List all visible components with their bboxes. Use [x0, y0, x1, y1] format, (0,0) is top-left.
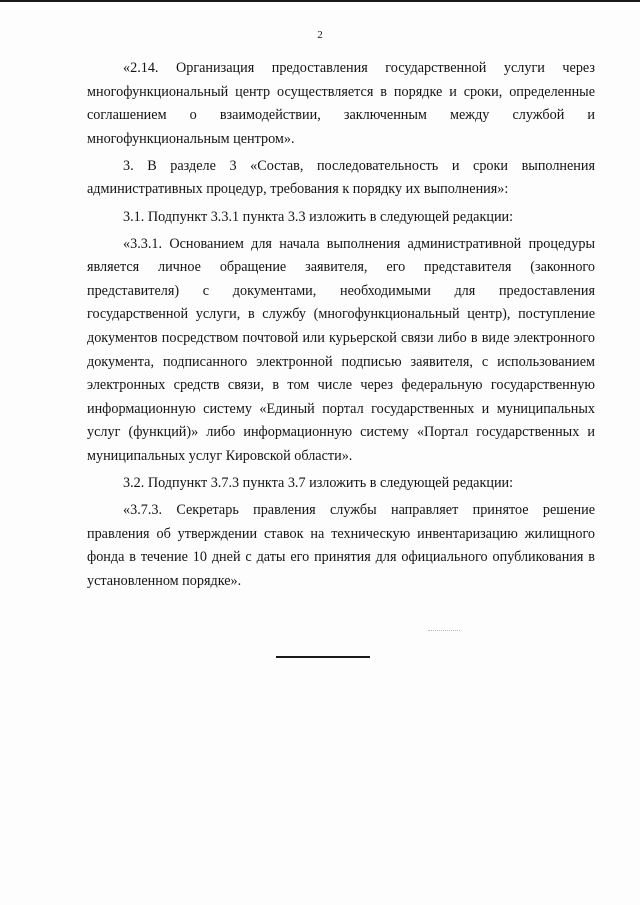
paragraph-3-1: 3.1. Подпункт 3.3.1 пункта 3.3 изложить в следующей редакции: — [123, 208, 514, 225]
page-number: 2 — [317, 29, 323, 41]
closing-rule — [276, 656, 370, 658]
paragraph-3-3-1: «3.3.1. Основанием для начала выполнения административной процедуры является личное обращение заявителя, его представителя (законного представителя) с документами, необходимыми для предоставления государственной услуги, в службу (многофункциональный центр), поступление документов посредством почтовой или курьерской связи либо в виде электронного документа, подписанного электронной подписью заявителя, с использованием электронных средств связи, в том числе через федеральную государственную информационную систему «Единый портал государственных и муниципальных услуг (функций)» либо информационную систему «Портал государственных и муниципальных услуг Кировской области». — [87, 235, 595, 464]
paragraph-3-2: 3.2. Подпункт 3.7.3 пункта 3.7 изложить в следующей редакции: — [123, 475, 514, 492]
paragraph-2-14: «2.14. Организация предоставления государственной услуги через многофункциональный центр осуществляется в порядке и сроки, определенные соглашением о взаимодействии, заключенным между службой и многофункциональным центром». — [87, 60, 595, 147]
paragraph-3-7-3: «3.7.3. Секретарь правления службы направляет принятое решение правления об утверждении ставок на техническую инвентаризацию жилищного фонда в течение 10 дней с даты его принятия для официального опубликования в установленном порядке». — [87, 502, 595, 589]
paragraph-section-3: 3. В разделе 3 «Состав, последовательность и сроки выполнения административных процедур, требования к порядку их выполнения»: — [87, 157, 595, 198]
scan-top-edge — [0, 0, 640, 2]
document-body — [87, 57, 595, 597]
scan-artifact — [428, 630, 460, 633]
